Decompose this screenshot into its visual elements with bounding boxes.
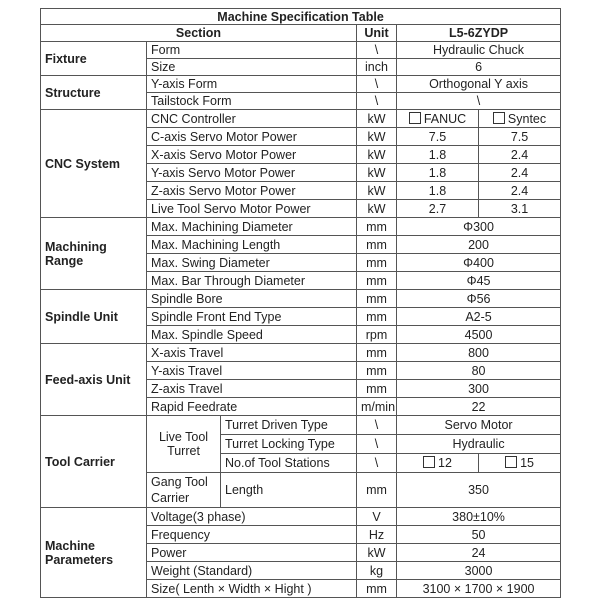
section-cnc-system: CNC System — [41, 110, 147, 218]
spec-value: 6 — [397, 59, 561, 76]
spec-item: Form — [147, 42, 357, 59]
spec-unit: rpm — [357, 326, 397, 344]
spec-unit: \ — [357, 76, 397, 93]
live-tool-turret-label: Live Tool Turret — [147, 416, 221, 473]
spec-value: 1.8 — [397, 164, 479, 182]
spec-unit: mm — [357, 290, 397, 308]
spec-unit: mm — [357, 254, 397, 272]
spec-unit: V — [357, 508, 397, 526]
spec-value: 1.8 — [397, 146, 479, 164]
spec-value: Hydraulic Chuck — [397, 42, 561, 59]
spec-unit: mm — [357, 236, 397, 254]
spec-unit: kg — [357, 562, 397, 580]
spec-value: 350 — [397, 473, 561, 508]
spec-item: Max. Bar Through Diameter — [147, 272, 357, 290]
spec-value: 300 — [397, 380, 561, 398]
spec-item: Live Tool Servo Motor Power — [147, 200, 357, 218]
spec-value: 2.7 — [397, 200, 479, 218]
spec-value: 3000 — [397, 562, 561, 580]
spec-item: X-axis Travel — [147, 344, 357, 362]
spec-item: Y-axis Servo Motor Power — [147, 164, 357, 182]
spec-item: C-axis Servo Motor Power — [147, 128, 357, 146]
spec-value: 2.4 — [479, 182, 561, 200]
spec-item: Size( Lenth × Width × Hight ) — [147, 580, 357, 598]
spec-value: \ — [397, 93, 561, 110]
spec-value: 2.4 — [479, 146, 561, 164]
spec-item: Max. Machining Diameter — [147, 218, 357, 236]
spec-item: Y-axis Travel — [147, 362, 357, 380]
spec-unit: mm — [357, 218, 397, 236]
checkbox-icon[interactable] — [505, 456, 517, 468]
spec-unit: mm — [357, 473, 397, 508]
spec-item: Frequency — [147, 526, 357, 544]
spec-item: No.of Tool Stations — [221, 454, 357, 473]
spec-unit: kW — [357, 200, 397, 218]
spec-unit: \ — [357, 435, 397, 454]
spec-value: Hydraulic — [397, 435, 561, 454]
spec-item: Power — [147, 544, 357, 562]
spec-item: Z-axis Travel — [147, 380, 357, 398]
spec-value: Servo Motor — [397, 416, 561, 435]
machine-spec-table — [40, 8, 561, 598]
spec-value: 380±10% — [397, 508, 561, 526]
checkbox-icon[interactable] — [423, 456, 435, 468]
spec-unit: \ — [357, 454, 397, 473]
spec-item: Spindle Front End Type — [147, 308, 357, 326]
spec-unit: \ — [357, 93, 397, 110]
spec-item: Y-axis Form — [147, 76, 357, 93]
spec-item: CNC Controller — [147, 110, 357, 128]
section-fixture: Fixture — [41, 42, 147, 76]
table-title: Machine Specification Table — [41, 9, 561, 25]
spec-unit: mm — [357, 344, 397, 362]
spec-unit: kW — [357, 146, 397, 164]
spec-unit: m/min — [357, 398, 397, 416]
spec-value: Φ400 — [397, 254, 561, 272]
spec-value: Φ45 — [397, 272, 561, 290]
checkbox-icon[interactable] — [493, 112, 505, 124]
spec-item: Size — [147, 59, 357, 76]
section-spindle-unit: Spindle Unit — [41, 290, 147, 344]
spec-item: Voltage(3 phase) — [147, 508, 357, 526]
spec-item: Max. Spindle Speed — [147, 326, 357, 344]
option-fanuc[interactable]: FANUC — [397, 110, 479, 128]
spec-value: 3100 × 1700 × 1900 — [397, 580, 561, 598]
header-section: Section — [41, 25, 357, 42]
spec-item: Spindle Bore — [147, 290, 357, 308]
spec-unit: mm — [357, 272, 397, 290]
option-12-stations[interactable]: 12 — [397, 454, 479, 473]
spec-value: 24 — [397, 544, 561, 562]
spec-unit: inch — [357, 59, 397, 76]
spec-item: Turret Locking Type — [221, 435, 357, 454]
section-machine-parameters: Machine Parameters — [41, 508, 147, 598]
spec-unit: kW — [357, 110, 397, 128]
spec-value: 80 — [397, 362, 561, 380]
spec-unit: mm — [357, 580, 397, 598]
spec-unit: kW — [357, 544, 397, 562]
section-structure: Structure — [41, 76, 147, 110]
spec-item: Weight (Standard) — [147, 562, 357, 580]
spec-value: 4500 — [397, 326, 561, 344]
spec-item: Length — [221, 473, 357, 508]
spec-item: Max. Swing Diameter — [147, 254, 357, 272]
spec-unit: mm — [357, 380, 397, 398]
spec-unit: \ — [357, 42, 397, 59]
spec-value: 7.5 — [479, 128, 561, 146]
section-machining-range: Machining Range — [41, 218, 147, 290]
spec-value: 2.4 — [479, 164, 561, 182]
spec-item: Turret Driven Type — [221, 416, 357, 435]
spec-value: 800 — [397, 344, 561, 362]
spec-item: X-axis Servo Motor Power — [147, 146, 357, 164]
section-feed-axis-unit: Feed-axis Unit — [41, 344, 147, 416]
spec-value: 200 — [397, 236, 561, 254]
spec-value: Φ56 — [397, 290, 561, 308]
spec-value: A2-5 — [397, 308, 561, 326]
spec-unit: kW — [357, 164, 397, 182]
spec-value: Φ300 — [397, 218, 561, 236]
spec-value: 7.5 — [397, 128, 479, 146]
section-tool-carrier: Tool Carrier — [41, 416, 147, 508]
spec-item: Rapid Feedrate — [147, 398, 357, 416]
spec-unit: kW — [357, 128, 397, 146]
spec-value: 1.8 — [397, 182, 479, 200]
checkbox-icon[interactable] — [409, 112, 421, 124]
spec-item: Z-axis Servo Motor Power — [147, 182, 357, 200]
spec-item: Max. Machining Length — [147, 236, 357, 254]
spec-unit: kW — [357, 182, 397, 200]
spec-unit: mm — [357, 308, 397, 326]
spec-unit: Hz — [357, 526, 397, 544]
spec-unit: mm — [357, 362, 397, 380]
option-15-stations[interactable]: 15 — [479, 454, 561, 473]
spec-value: 50 — [397, 526, 561, 544]
header-unit: Unit — [357, 25, 397, 42]
spec-unit: \ — [357, 416, 397, 435]
spec-value: 3.1 — [479, 200, 561, 218]
gang-tool-carrier-label: Gang Tool Carrier — [147, 473, 221, 508]
spec-value: Orthogonal Y axis — [397, 76, 561, 93]
spec-value: 22 — [397, 398, 561, 416]
header-model: L5-6ZYDP — [397, 25, 561, 42]
option-syntec[interactable]: Syntec — [479, 110, 561, 128]
spec-item: Tailstock Form — [147, 93, 357, 110]
